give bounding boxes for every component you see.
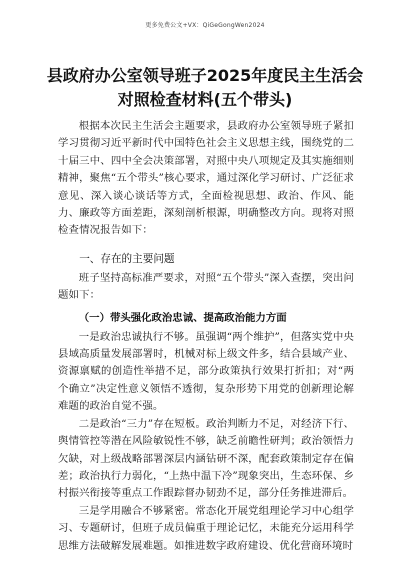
page-header: 更多免费公文+VX：QiGeGongWen2024	[145, 22, 265, 29]
section-intro-paragraph: 班子坚持高标准严要求，对照“五个带头”深入查摆，突出问题如下：	[58, 271, 354, 302]
intro-paragraph: 根据本次民主生活会主题要求，县政府办公室领导班子紧扣学习贯彻习近平新时代中国特色社会主义思想主线，围绕党的二十届三中、四中全会决策部署，对照中央八项规定及其实施细则精神，聚焦“五个带头”核心要求，通过深化学习研讨、广泛征求意见、深入谈心谈话等方式，全面检视思想、政治、作风、能力、廉政等方面差距，深刻剖析根源，明确整改方向。现将对照检查情况报告如下：	[58, 120, 354, 237]
subsection-heading: （一）带头强化政治忠诚、提高政治能力方面	[78, 311, 287, 324]
point-paragraph-3: 三是学用融合不够紧密。常态化开展党组理论学习中心组学习、专题研讨，但班子成员偏重于理论记忆，未能充分运用科学思维方法破解发展难题。如推进数字政府建设、优化营商环境时	[58, 504, 354, 552]
point-paragraph-1: 一是政治忠诚执行不够。虽强调“两个维护”，但落实党中央县域高质量发展部署时，机械对标上级文件多，结合县域产业、资源禀赋的创造性举措不足，部分政策执行效果打折扣；对“两个确立”决定性意义领悟不透彻，复杂形势下用党的创新理论解难题的政治自觉不强。	[58, 330, 354, 413]
document-body	[58, 118, 354, 555]
document-title: 县政府办公室领导班子2025年度民主生活会对照检查材料(五个带头)	[46, 66, 364, 109]
section-heading: 一、存在的主要问题	[79, 252, 175, 265]
point-paragraph-2: 二是政治“三力”存在短板。政治判断力不足，对经济下行、舆情管控等潜在风险敏锐性不够，缺乏前瞻性研判；政治领悟力欠缺，对上级战略部署深层内涵钻研不深，配套政策制定存在偏差；政治执行力弱化，“上热中温下冷”现象突出，生态环保、乡村振兴衔接等重点工作跟踪督办韧劲不足，部分任务推进滞后。	[58, 417, 354, 500]
